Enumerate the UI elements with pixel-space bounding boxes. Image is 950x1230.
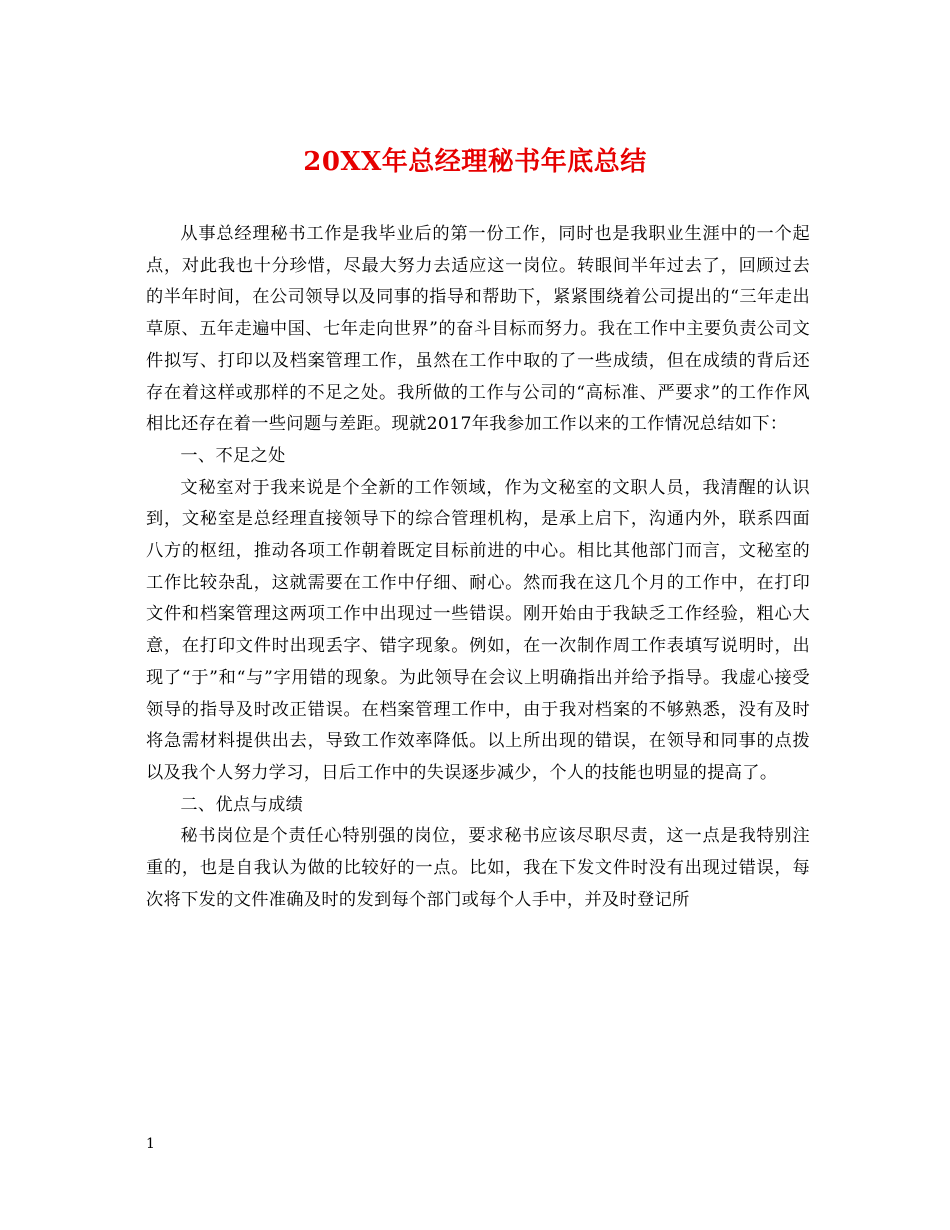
document-body [146,219,810,916]
section-heading-strengths: 二、优点与成绩 [180,794,304,815]
page-number: 1 [146,1136,155,1152]
document-title: 20XX年总经理秘书年底总结 [303,147,647,177]
intro-paragraph: 从事总经理秘书工作是我毕业后的第一份工作，同时也是我职业生涯中的一个起点，对此我也十分珍惜，尽最大努力去适应这一岗位。转眼间半年过去了，回顾过去的半年时间，在公司领导以及同事的指导和帮助下，紧紧围绕着公司提出的“三年走出草原、五年走遍中国、七年走向世界”的奋斗目标而努力。我在工作中主要负责公司文件拟写、打印以及档案管理工作，虽然在工作中取的了一些成绩，但在成绩的背后还存在着这样或那样的不足之处。我所做的工作与公司的“高标准、严要求”的工作作风相比还存在着一些问题与差距。现就2017年我参加工作以来的工作情况总结如下： [146,224,810,435]
shortcomings-paragraph: 文秘室对于我来说是个全新的工作领域，作为文秘室的文职人员，我清醒的认识到，文秘室是总经理直接领导下的综合管理机构，是承上启下，沟通内外，联系四面八方的枢纽，推动各项工作朝着既定目标前进的中心。相比其他部门而言，文秘室的工作比较杂乱，这就需要在工作中仔细、耐心。然而我在这几个月的工作中，在打印文件和档案管理这两项工作中出现过一些错误。刚开始由于我缺乏工作经验，粗心大意，在打印文件时出现丢字、错字现象。例如，在一次制作周工作表填写说明时，出现了“于”和“与”字用错的现象。为此领导在会议上明确指出并给予指导。我虚心接受领导的指导及时改正错误。在档案管理工作中，由于我对档案的不够熟悉，没有及时将急需材料提供出去，导致工作效率降低。以上所出现的错误，在领导和同事的点拨以及我个人努力学习，日后工作中的失误逐步减少，个人的技能也明显的提高了。 [146,477,810,783]
section-heading-shortcomings: 一、不足之处 [180,445,286,466]
strengths-paragraph: 秘书岗位是个责任心特别强的岗位，要求秘书应该尽职尽责，这一点是我特别注重的，也是自我认为做的比较好的一点。比如，我在下发文件时没有出现过错误，每次将下发的文件准确及时的发到每个部门或每个人手中，并及时登记所 [146,826,810,910]
